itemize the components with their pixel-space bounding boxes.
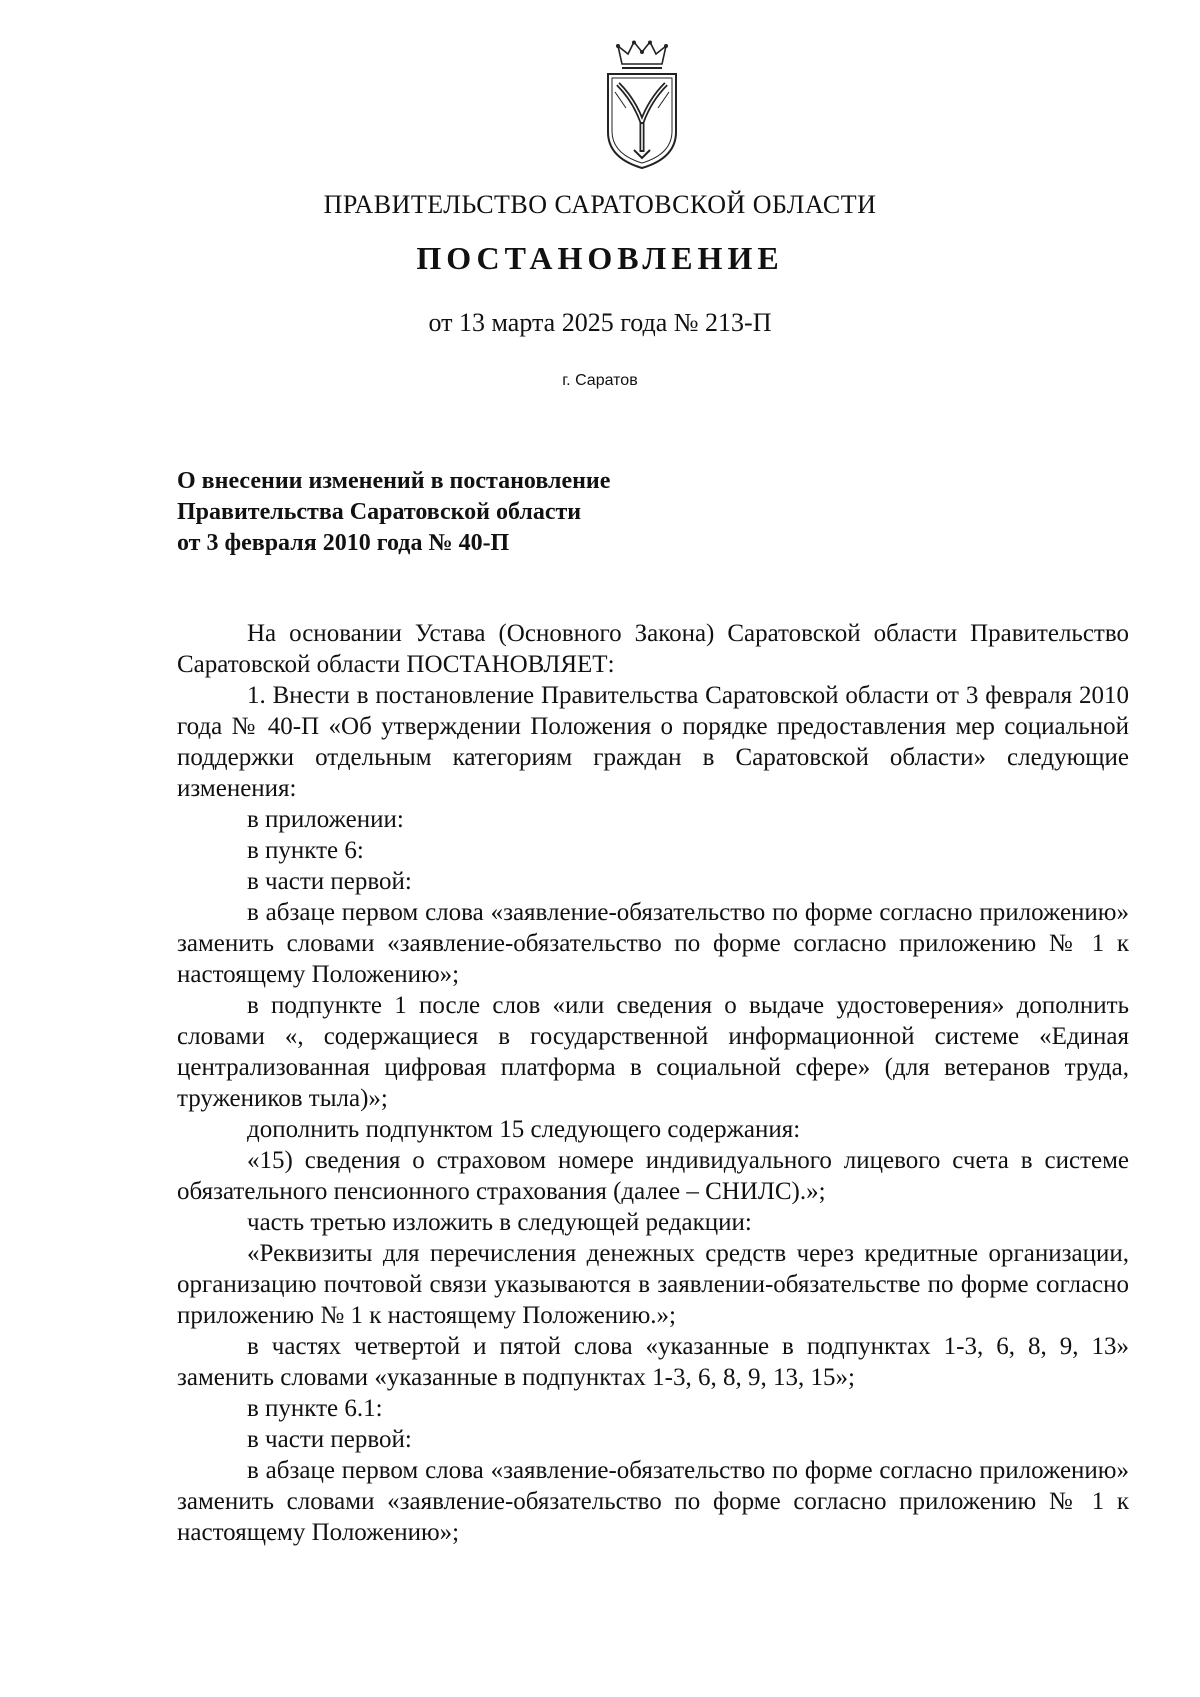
subject-line: Правительства Саратовской области bbox=[177, 499, 582, 525]
document-subject bbox=[177, 466, 777, 559]
body-paragraph: в приложении: bbox=[247, 806, 404, 833]
document-city: г. Саратов bbox=[562, 372, 638, 389]
body-paragraph: в абзаце первом слова «заявление-обязательство по форме согласно приложению» заменить словами «заявление-обязательство по форме согласно приложению № 1 к настоящему Положению»; bbox=[177, 1457, 1129, 1546]
body-paragraph: в части первой: bbox=[247, 868, 412, 895]
body-paragraph: «Реквизиты для перечисления денежных средств через кредитные организации, организацию почтовой связи указываются в заявлении-обязательстве по форме согласно приложению № 1 к настоящему Положению.»; bbox=[177, 1240, 1129, 1329]
coat-of-arms-icon bbox=[604, 40, 680, 170]
body-paragraph: в частях четвертой и пятой слова «указанные в подпунктах 1-3, 6, 8, 9, 13» заменить словами «указанные в подпунктах 1-3, 6, 8, 9, 13, 15»; bbox=[177, 1333, 1129, 1391]
body-paragraph: в пункте 6.1: bbox=[247, 1395, 383, 1422]
body-paragraph: в подпункте 1 после слов «или сведения о выдаче удостоверения» дополнить словами «, содержащиеся в государственной информационной системе «Единая централизованная цифровая платформа в социальной сфере» (для ветеранов труда, тружеников тыла)»; bbox=[177, 992, 1129, 1112]
body-paragraph: дополнить подпунктом 15 следующего содержания: bbox=[247, 1116, 801, 1143]
government-name: ПРАВИТЕЛЬСТВО САРАТОВСКОЙ ОБЛАСТИ bbox=[323, 190, 877, 219]
body-paragraph: 1. Внести в постановление Правительства Саратовской области от 3 февраля 2010 года № 40-П «Об утверждении Положения о порядке предоставления мер социальной поддержки отдельным категориям граждан в Саратовской области» следующие изменения: bbox=[177, 682, 1129, 802]
body-paragraph: в части первой: bbox=[247, 1426, 412, 1453]
body-paragraph: часть третью изложить в следующей редакции: bbox=[247, 1209, 752, 1236]
subject-line: О внесении изменений в постановление bbox=[177, 468, 611, 494]
body-paragraph: в пункте 6: bbox=[247, 837, 364, 864]
body-paragraph: в абзаце первом слова «заявление-обязательство по форме согласно приложению» заменить словами «заявление-обязательство по форме согласно приложению № 1 к настоящему Положению»; bbox=[177, 899, 1129, 988]
body-paragraph: «15) сведения о страховом номере индивидуального лицевого счета в системе обязательного пенсионного страхования (далее – СНИЛС).»; bbox=[177, 1147, 1129, 1205]
document-body bbox=[177, 618, 1129, 1548]
subject-line: от 3 февраля 2010 года № 40-П bbox=[177, 530, 510, 556]
document-title: ПОСТАНОВЛЕНИЕ bbox=[416, 240, 784, 276]
body-paragraph: На основании Устава (Основного Закона) Саратовской области Правительство Саратовской области ПОСТАНОВЛЯЕТ: bbox=[177, 620, 1129, 678]
document-date-number: от 13 марта 2025 года № 213-П bbox=[428, 308, 772, 337]
